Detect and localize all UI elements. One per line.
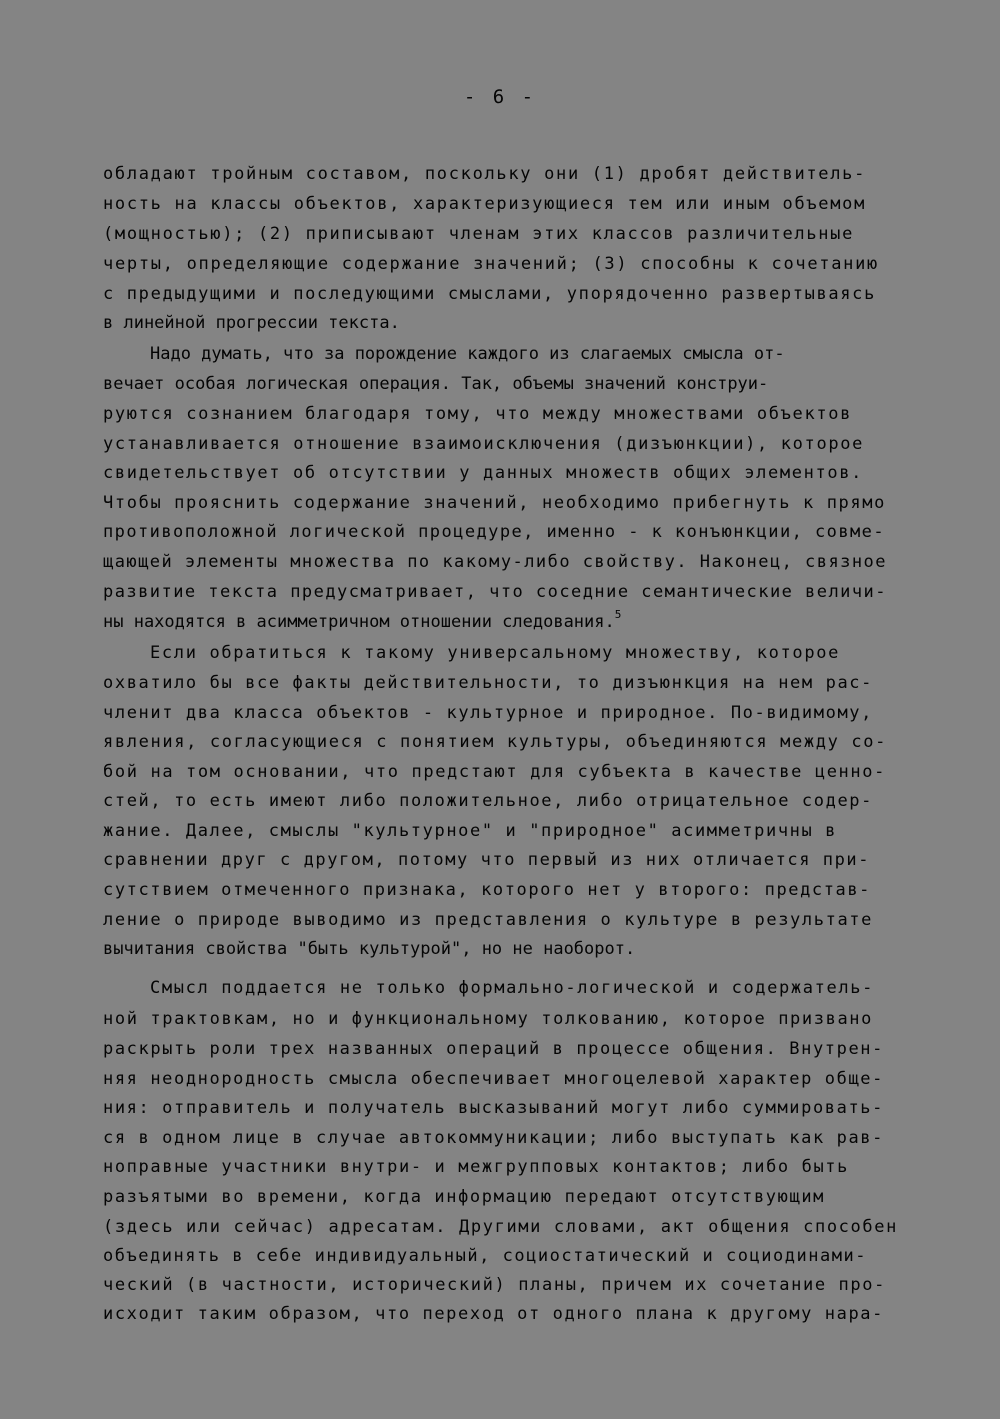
text-line-content: с предыдущими и последующими смыслами, упорядоченно развертываясь — [103, 284, 876, 304]
text-line-content: объединять в себе индивидуальный, социостатический и социодинами- — [103, 1246, 868, 1266]
text-line — [103, 1008, 873, 1030]
text-line-content: развитие текста предусматривает, что соседние семантические величи- — [103, 582, 887, 602]
text-line — [103, 163, 866, 185]
text-line — [103, 761, 886, 783]
text-line — [103, 433, 864, 455]
text-line-content: бой на том основании, что предстают для субъекта в качестве ценно- — [103, 762, 887, 782]
text-line-content: Чтобы прояснить содержание значений, необходимо прибегнуть к прямо — [103, 493, 887, 513]
text-line — [103, 462, 863, 484]
text-line-content: Надо думать, что за порождение каждого из слагаемых смысла от- — [150, 344, 785, 364]
text-line-content: явления, согласующиеся с понятием культуры, объединяются между со- — [103, 732, 888, 752]
text-line — [103, 1186, 825, 1208]
text-line-content: няя неоднородность смысла обеспечивает многоцелевой характер обще- — [103, 1069, 884, 1089]
text-line — [103, 1216, 898, 1238]
text-line — [103, 849, 870, 871]
text-line-content: щающей элементы множества по какому-либо свойству. Наконец, связное — [103, 552, 887, 572]
text-line — [103, 1127, 884, 1149]
text-line-content: противоположной логической процедуре, именно - к конъюнкции, совме- — [103, 522, 886, 542]
text-line — [103, 1156, 849, 1178]
text-line-content: стей, то есть имеют либо положительное, либо отрицательное содер- — [103, 791, 873, 811]
text-line — [103, 672, 873, 694]
text-line-content: обладают тройным составом, поскольку они (1) дробят действитель- — [103, 164, 866, 184]
page-number: - 6 - — [463, 86, 537, 108]
text-line-content: исходит таким образом, что переход от одного плана к другому нара- — [103, 1304, 884, 1324]
text-line — [103, 702, 873, 724]
text-line-content: ление о природе выводимо из представления о культуре в результате — [103, 910, 873, 930]
text-line — [150, 343, 785, 365]
text-line-content: Смысл поддается не только формально-логической и содержатель- — [150, 978, 874, 998]
footnote-mark: 5 — [614, 608, 622, 621]
text-line-content: вечает особая логическая операция. Так, объемы значений конструи- — [103, 374, 769, 394]
text-line-content: ны находятся в асимметричном отношении следования. — [103, 612, 615, 632]
text-line-content: черты, определяющие содержание значений; (3) способны к сочетанию — [103, 254, 879, 274]
text-line — [103, 1038, 884, 1060]
text-line-content: жание. Далее, смыслы "культурное" и "природное" асимметричны в — [103, 821, 838, 841]
text-line — [103, 1245, 867, 1267]
text-line-content: сутствием отмеченного признака, которого нет у второго: представ- — [103, 880, 871, 900]
text-line-content: Если обратиться к такому универсальному множеству, которое — [150, 643, 841, 663]
text-line-content: охватило бы все факты действительности, то дизъюнкция на нем рас- — [103, 673, 873, 693]
text-line-content: руются сознанием благодаря тому, что между множествами объектов — [103, 404, 852, 424]
text-line — [103, 521, 885, 543]
text-line — [103, 1274, 886, 1296]
text-line-content: вычитания свойства "быть культурой", но не наоборот. — [103, 939, 636, 959]
text-line — [103, 1303, 884, 1325]
text-line-content: (мощностью); (2) приписывают членам этих классов различительные — [103, 224, 855, 244]
text-line-content: раскрыть роли трех названных операций в процессе общения. Внутрен- — [103, 1039, 884, 1059]
text-line — [103, 790, 873, 812]
text-line-content: ность на классы объектов, характеризующиеся тем или иным объемом — [103, 194, 866, 214]
text-line — [103, 938, 635, 960]
text-line-content: (здесь или сейчас) адресатам. Другими словами, акт общения способен — [103, 1217, 899, 1237]
text-line — [103, 373, 768, 395]
text-line — [103, 608, 622, 633]
text-line — [103, 731, 887, 753]
text-line — [103, 909, 873, 931]
text-line-content: ной трактовкам, но и функциональному толкованию, которое призвано — [103, 1009, 873, 1029]
text-line — [150, 977, 874, 999]
text-line-content: ния: отправитель и получатель высказываний могут либо суммировать- — [103, 1098, 884, 1118]
text-line — [103, 312, 400, 334]
text-line — [103, 492, 886, 514]
text-line-content: в линейной прогрессии текста. — [103, 313, 400, 333]
text-line — [103, 253, 879, 275]
text-line-content: ся в одном лице в случае автокоммуникации; либо выступать как рав- — [103, 1128, 884, 1148]
text-line-content: устанавливается отношение взаимоисключения (дизъюнкции), которое — [103, 434, 865, 454]
text-line-content: ческий (в частности, исторический) планы, причем их сочетание про- — [103, 1275, 887, 1295]
text-line — [103, 193, 866, 215]
text-line — [103, 551, 887, 573]
text-line — [103, 1097, 884, 1119]
text-line-content: свидетельствует об отсутствии у данных множеств общих элементов. — [103, 463, 863, 483]
text-line-content: разъятыми во времени, когда информацию передают отсутствующим — [103, 1187, 825, 1207]
text-line — [103, 403, 852, 425]
text-line — [150, 642, 840, 664]
text-line — [103, 879, 871, 901]
text-line-content: сравнении друг с другом, потому что первый из них отличается при- — [103, 850, 870, 870]
text-line — [103, 223, 854, 245]
text-line — [103, 820, 837, 842]
text-line-content: ноправные участники внутри- и межгрупповых контактов; либо быть — [103, 1157, 849, 1177]
text-line — [103, 1068, 884, 1090]
text-line — [103, 581, 887, 603]
text-line-content: членит два класса объектов - культурное и природное. По-видимому, — [103, 703, 873, 723]
text-line — [103, 283, 876, 305]
